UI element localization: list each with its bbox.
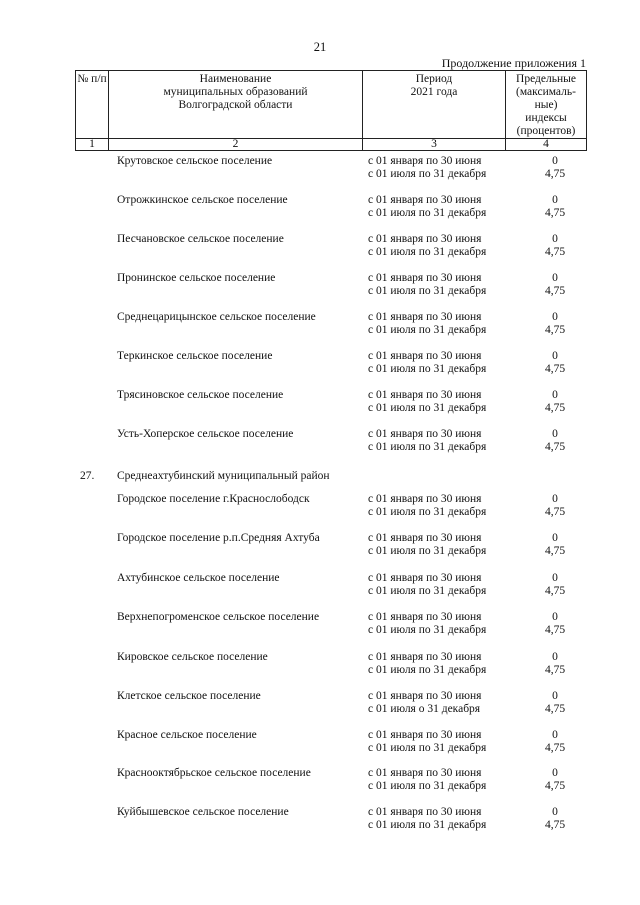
period-second-half: с 01 июля по 31 декабря xyxy=(368,624,487,636)
index-second-half: 4,75 xyxy=(544,585,566,597)
period-cell xyxy=(368,806,518,832)
settlement-name: Кировское сельское поселение xyxy=(117,651,268,663)
period-first-half: с 01 января по 30 июня xyxy=(368,233,482,245)
index-second-half: 4,75 xyxy=(544,168,566,180)
header-col-index-line5: (процентов) xyxy=(516,125,576,137)
header-col-name-line1: Наименование xyxy=(199,73,272,85)
settlement-name: Красное сельское поселение xyxy=(117,729,257,741)
period-first-half: с 01 января по 30 июня xyxy=(368,311,482,323)
index-second-half: 4,75 xyxy=(544,742,566,754)
index-second-half: 4,75 xyxy=(544,664,566,676)
period-cell xyxy=(368,493,518,519)
period-second-half: с 01 июля по 31 декабря xyxy=(368,363,487,375)
period-second-half: с 01 июля по 31 декабря xyxy=(368,207,487,219)
index-first-half: 0 xyxy=(552,532,558,544)
period-cell xyxy=(368,155,518,181)
index-first-half: 0 xyxy=(552,389,558,401)
index-second-half: 4,75 xyxy=(544,506,566,518)
settlement-name: Пронинское сельское поселение xyxy=(117,272,276,284)
period-second-half: с 01 июля по 31 декабря xyxy=(368,402,487,414)
period-first-half: с 01 января по 30 июня xyxy=(368,532,482,544)
settlement-name: Куйбышевское сельское поселение xyxy=(117,806,289,818)
index-first-half: 0 xyxy=(552,428,558,440)
index-first-half: 0 xyxy=(552,233,558,245)
settlement-name: Верхнепогроменское сельское поселение xyxy=(117,611,320,623)
period-cell xyxy=(368,233,518,259)
settlement-name: Теркинское сельское поселение xyxy=(117,350,273,362)
continuation-label: Продолжение приложения 1 xyxy=(441,56,586,70)
period-first-half: с 01 января по 30 июня xyxy=(368,651,482,663)
header-num-1: 1 xyxy=(89,138,95,150)
header-num-2: 2 xyxy=(232,138,239,150)
header-col-name-line3: Волгоградской области xyxy=(178,99,293,111)
period-first-half: с 01 января по 30 июня xyxy=(368,272,482,284)
settlement-name: Трясиновское сельское поселение xyxy=(117,389,284,401)
settlement-name: Песчановское сельское поселение xyxy=(117,233,284,245)
index-first-half: 0 xyxy=(552,572,558,584)
index-second-half: 4,75 xyxy=(544,624,566,636)
index-first-half: 0 xyxy=(552,806,558,818)
index-cell xyxy=(530,651,580,677)
index-first-half: 0 xyxy=(552,311,558,323)
period-cell xyxy=(368,767,518,793)
period-first-half: с 01 января по 30 июня xyxy=(368,350,482,362)
settlement-name: Городское поселение р.п.Средняя Ахтуба xyxy=(117,532,320,544)
period-second-half: с 01 июля по 31 декабря xyxy=(368,246,487,258)
period-second-half: с 01 июля по 31 декабря xyxy=(368,742,487,754)
header-col-period-line1: Период xyxy=(415,73,453,85)
period-first-half: с 01 января по 30 июня xyxy=(368,611,482,623)
index-cell xyxy=(530,690,580,716)
index-second-half: 4,75 xyxy=(544,703,566,715)
index-first-half: 0 xyxy=(552,272,558,284)
header-col-index-line1: Предельные xyxy=(516,73,576,85)
index-cell xyxy=(530,493,580,519)
header-col-name xyxy=(109,73,362,112)
index-second-half: 4,75 xyxy=(544,402,566,414)
period-first-half: с 01 января по 30 июня xyxy=(368,767,482,779)
header-col-period xyxy=(363,73,505,99)
settlement-name: Городское поселение г.Краснослободск xyxy=(117,493,310,505)
period-second-half: с 01 июля о 31 декабря xyxy=(368,703,481,715)
settlement-name: Ахтубинское сельское поселение xyxy=(117,572,280,584)
index-second-half: 4,75 xyxy=(544,780,566,792)
period-cell xyxy=(368,611,518,637)
period-second-half: с 01 июля по 31 декабря xyxy=(368,780,487,792)
period-cell xyxy=(368,651,518,677)
period-first-half: с 01 января по 30 июня xyxy=(368,729,482,741)
index-second-half: 4,75 xyxy=(544,324,566,336)
index-second-half: 4,75 xyxy=(544,545,566,557)
period-first-half: с 01 января по 30 июня xyxy=(368,389,482,401)
period-cell xyxy=(368,729,518,755)
period-cell xyxy=(368,311,518,337)
period-first-half: с 01 января по 30 июня xyxy=(368,690,482,702)
index-cell xyxy=(530,194,580,220)
settlement-name: Среднецарицынское сельское поселение xyxy=(117,311,316,323)
period-cell xyxy=(368,389,518,415)
index-first-half: 0 xyxy=(552,729,558,741)
index-cell xyxy=(530,155,580,181)
district-name: Среднеахтубинский муниципальный район xyxy=(117,470,330,482)
period-second-half: с 01 июля по 31 декабря xyxy=(368,324,487,336)
header-num-4: 4 xyxy=(543,138,549,150)
period-second-half: с 01 июля по 31 декабря xyxy=(368,585,487,597)
header-col-index xyxy=(506,73,586,138)
index-cell xyxy=(530,233,580,259)
settlement-name: Крутовское сельское поселение xyxy=(117,155,273,167)
header-col-index-line4: индексы xyxy=(525,112,567,124)
index-cell xyxy=(530,389,580,415)
period-second-half: с 01 июля по 31 декабря xyxy=(368,819,487,831)
period-first-half: с 01 января по 30 июня xyxy=(368,572,482,584)
index-first-half: 0 xyxy=(552,493,558,505)
index-second-half: 4,75 xyxy=(544,819,566,831)
period-cell xyxy=(368,194,518,220)
index-cell xyxy=(530,806,580,832)
period-cell xyxy=(368,690,518,716)
header-top-rule xyxy=(75,70,587,71)
header-col-period-line2: 2021 года xyxy=(410,86,458,98)
index-second-half: 4,75 xyxy=(544,246,566,258)
index-second-half: 4,75 xyxy=(544,363,566,375)
settlement-name: Краснооктябрьское сельское поселение xyxy=(117,767,311,779)
header-col-index-line3: ные) xyxy=(534,99,558,111)
header-col-name-line2: муниципальных образований xyxy=(163,86,308,98)
index-first-half: 0 xyxy=(552,350,558,362)
index-first-half: 0 xyxy=(552,611,558,623)
index-first-half: 0 xyxy=(552,767,558,779)
header-col-number xyxy=(76,73,108,86)
page-number: 21 xyxy=(313,40,327,54)
index-cell xyxy=(530,729,580,755)
index-cell xyxy=(530,272,580,298)
period-cell xyxy=(368,350,518,376)
index-first-half: 0 xyxy=(552,690,558,702)
period-second-half: с 01 июля по 31 декабря xyxy=(368,285,487,297)
index-cell xyxy=(530,611,580,637)
district-number: 27. xyxy=(80,470,95,482)
index-first-half: 0 xyxy=(552,194,558,206)
index-cell xyxy=(530,428,580,454)
index-second-half: 4,75 xyxy=(544,441,566,453)
settlement-name: Клетское сельское поселение xyxy=(117,690,261,702)
index-second-half: 4,75 xyxy=(544,285,566,297)
period-second-half: с 01 июля по 31 декабря xyxy=(368,506,487,518)
index-cell xyxy=(530,311,580,337)
header-col-index-line2: (максималь- xyxy=(516,86,576,98)
settlement-name: Усть-Хоперское сельское поселение xyxy=(117,428,294,440)
index-cell xyxy=(530,532,580,558)
index-cell xyxy=(530,572,580,598)
index-first-half: 0 xyxy=(552,155,558,167)
index-first-half: 0 xyxy=(552,651,558,663)
index-second-half: 4,75 xyxy=(544,207,566,219)
period-first-half: с 01 января по 30 июня xyxy=(368,155,482,167)
settlement-name: Отрожкинское сельское поселение xyxy=(117,194,288,206)
header-num-3: 3 xyxy=(431,138,437,150)
period-first-half: с 01 января по 30 июня xyxy=(368,806,482,818)
period-second-half: с 01 июля по 31 декабря xyxy=(368,168,487,180)
period-first-half: с 01 января по 30 июня xyxy=(368,428,482,440)
period-first-half: с 01 января по 30 июня xyxy=(368,194,482,206)
index-cell xyxy=(530,767,580,793)
header-vrule-5 xyxy=(586,70,587,151)
header-col-number-text: № п/п xyxy=(77,73,107,85)
period-second-half: с 01 июля по 31 декабря xyxy=(368,441,487,453)
period-cell xyxy=(368,532,518,558)
period-second-half: с 01 июля по 31 декабря xyxy=(368,545,487,557)
period-first-half: с 01 января по 30 июня xyxy=(368,493,482,505)
period-second-half: с 01 июля по 31 декабря xyxy=(368,664,487,676)
index-cell xyxy=(530,350,580,376)
period-cell xyxy=(368,428,518,454)
period-cell xyxy=(368,272,518,298)
period-cell xyxy=(368,572,518,598)
